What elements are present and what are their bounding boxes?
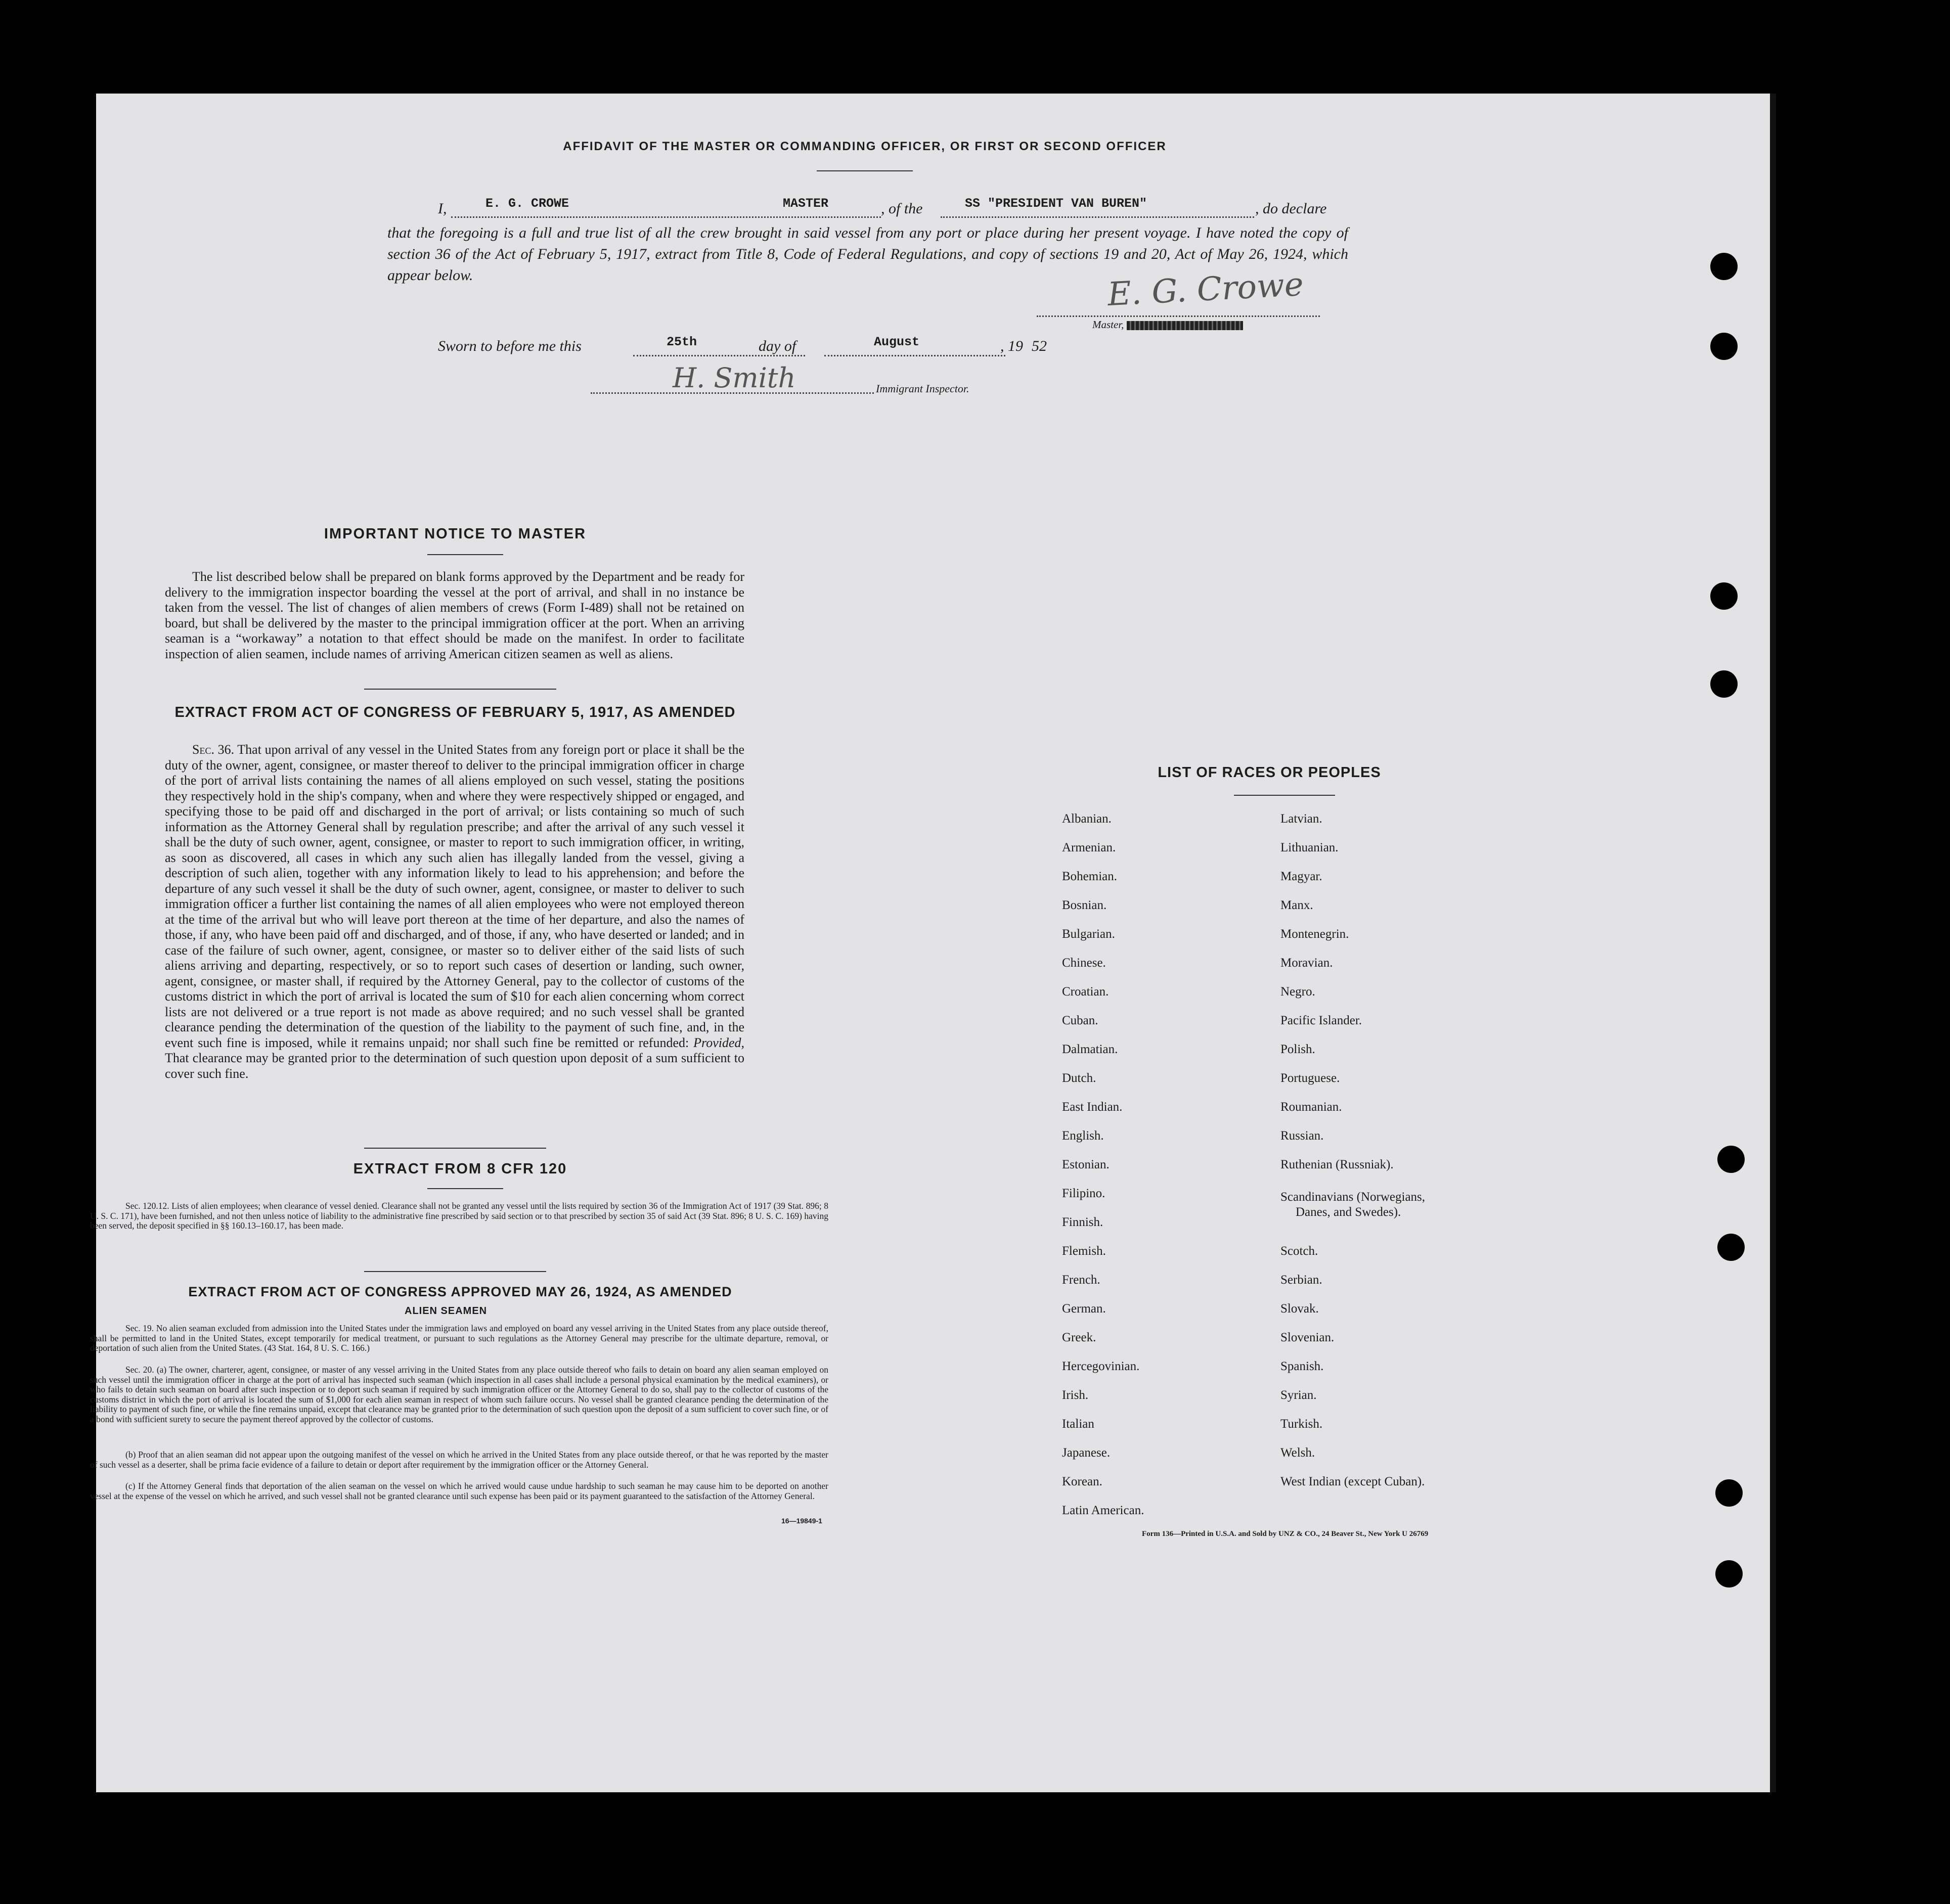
affidavit-title: AFFIDAVIT OF THE MASTER OR COMMANDING OFFICER, OR FIRST OR SECOND OFFICER — [563, 140, 1167, 153]
extract-1917-text — [165, 742, 744, 1081]
master-signature: E. G. Crowe — [1106, 265, 1305, 314]
race-item: Estonian. — [1062, 1158, 1110, 1171]
race-item: Filipino. — [1062, 1187, 1105, 1200]
race-item: Welsh. — [1280, 1446, 1315, 1460]
inspector-signature: H. Smith — [673, 362, 796, 394]
race-item: Syrian. — [1280, 1388, 1317, 1402]
race-item: Roumanian. — [1280, 1100, 1342, 1114]
year-prefix: , 19 — [1000, 338, 1023, 354]
race-item: Finnish. — [1062, 1215, 1103, 1229]
section-rule — [364, 689, 556, 690]
race-item: Scandinavians (Norwegians, — [1280, 1190, 1426, 1204]
race-item: Turkish. — [1280, 1417, 1323, 1431]
race-item: Manx. — [1280, 898, 1313, 912]
sworn-prefix: Sworn to before me this — [438, 338, 582, 354]
race-item: Bosnian. — [1062, 898, 1107, 912]
race-item: Russian. — [1280, 1129, 1324, 1143]
race-item: Spanish. — [1280, 1359, 1324, 1373]
race-item: Pacific Islander. — [1280, 1014, 1362, 1027]
of-the-label: , of the — [881, 200, 923, 217]
race-item: Serbian. — [1280, 1273, 1322, 1287]
race-item: Magyar. — [1280, 870, 1322, 883]
race-item: West Indian (except Cuban). — [1280, 1475, 1425, 1488]
sec-36-label: Sec. 36. — [192, 742, 235, 757]
race-item: East Indian. — [1062, 1100, 1123, 1114]
race-item: Japanese. — [1062, 1446, 1111, 1460]
extract-1924-title: EXTRACT FROM ACT OF CONGRESS APPROVED MAY 26, 1924, AS AMENDED — [188, 1284, 732, 1299]
race-item: Dalmatian. — [1062, 1042, 1118, 1056]
race-item: Korean. — [1062, 1475, 1102, 1488]
form-code: 16—19849-1 — [781, 1517, 822, 1525]
sec-20b-text: (b) Proof that an alien seaman did not appear upon the outgoing manifest of the vessel on which he arrived in the United States from any place outside thereof, or that he was reported by the master of such vessel as a deserter, shall be prima facie evidence of a failure to detain or deport after requirement by the immigration officer or the Attorney General. — [90, 1449, 828, 1470]
race-item: Flemish. — [1062, 1244, 1106, 1258]
race-item: Cuban. — [1062, 1014, 1098, 1027]
vessel-name: SS "PRESIDENT VAN BUREN" — [965, 196, 1147, 211]
sec-36-text: That upon arrival of any vessel in the United States from any foreign port or place it shall be the duty of the owner, agent, consignee, or master thereof to deliver to the principal immigration officer in charge of the port of arrival lists containing the names of all aliens employed on such vessel, stating the positions they respectively hold in the ship's company, when and where they were respectively shipped or engaged, and specifying those to be paid off and discharged in the port of arrival; or lists containing so much of such information as the Attorney General shall by regulation prescribe; and after the arrival of any such vessel it shall be the duty of such owner, agent, consignee, or master to report to such immigration officer, in writing, as soon as discovered, all cases in which any such alien has illegally landed from the vessel, giving a description of such alien, together with any information likely to lead to his apprehension; and before the departure of any such vessel it shall be the duty of such owner, agent, consignee, or master to deliver to such immigration officer a further list containing the names of all alien employees who were not employed thereon at the time of the arrival but who will leave port thereon at the time of her departure, and also the names of those, if any, who have been paid off and discharged, and of those, if any, who have deserted or landed; and in case of the failure of such owner, agent, consignee, or master so to deliver either of the said lists of such aliens arriving and departing, respectively, or so to report such cases of desertion or landing, such owner, agent, consignee, or master shall, if required by the Attorney General, pay to the collector of customs of the customs district in which the port of arrival is located the sum of $10 for each alien concerning whom correct lists are not delivered or a true report is not made as above required; and no such vessel shall be granted clearance pending the determination of the question of the liability to the payment of such fine, and, in the event such fine is imposed, while it remains unpaid; nor shall such fine be remitted or refunded: — [165, 742, 745, 1050]
notice-text: The list described below shall be prepared on blank forms approved by the Department and be ready for delivery to the immigration inspector boarding the vessel at the port of arrival, and shall in no instance be taken from the vessel. The list of changes of alien members of crews (Form I-489) shall not be retained on board, but shall be delivered by the master to the principal immigration officer at the port. When an arriving seaman is a “workaway” a notation to that effect should be made on the manifest. In order to facilitate inspection of alien seamen, include names of arriving American citizen seamen as well as aliens. — [165, 569, 744, 661]
punch-hole — [1710, 253, 1738, 280]
affidavit-body: that the foregoing is a full and true list of all the crew brought in said vessel from any port or place during her present voyage. I have noted the copy of section 36 of the Act of February 5, 1917, extract from Title 8, Code of Federal Regulations, and copy of sections 19 and 20, Act of May 26, 1924, which appear below. — [387, 224, 1348, 284]
punch-hole — [1710, 333, 1738, 360]
provided-label: Provided, — [693, 1035, 744, 1050]
sec-36-proviso: That clearance may be granted prior to the determination of such question upon deposit of a sum sufficient to cover such fine. — [165, 1051, 744, 1081]
inspector-caption: Immigrant Inspector. — [876, 382, 969, 395]
race-item: Latvian. — [1280, 812, 1322, 826]
affidavit-lead: I, — [438, 200, 447, 217]
section-rule — [364, 1271, 546, 1272]
punch-hole — [1710, 582, 1738, 610]
notice-title: IMPORTANT NOTICE TO MASTER — [324, 526, 587, 542]
cfr-text: Sec. 120.12. Lists of alien employees; when clearance of vessel denied. Clearance shall not be granted any vessel until the lists required by section 36 of the Immigration Act of 1917 (39 Stat. 896; 8 U. S. C. 171), have been furnished, and not then unless notice of liability to the administrative fine prescribed by said section or to that prescribed by section 35 of said Act (39 Stat. 896; 8 U. S. C. 169) having been served, the deposit specified in §§ 160.13–160.17, has been made. — [90, 1201, 828, 1231]
race-item: Ruthenian (Russniak). — [1280, 1158, 1394, 1171]
officer-name: E. G. CROWE — [485, 196, 569, 211]
race-item: Montenegrin. — [1280, 927, 1349, 941]
form-footer: Form 136—Printed in U.S.A. and Sold by UNZ & CO., 24 Beaver St., New York U 26769 — [1142, 1530, 1429, 1538]
race-item: Latin American. — [1062, 1504, 1144, 1517]
race-item: Bohemian. — [1062, 870, 1118, 883]
sec-20c-text: (c) If the Attorney General finds that deportation of the alien seaman on the vessel on which he arrived would cause undue hardship to such seaman he may cause him to be deported on another vessel at the expense of the vessel on which he arrived, and such vessel shall not be granted clearance until such expense has been paid or its payment guaranteed to the satisfaction of the Attorney General. — [90, 1481, 828, 1501]
race-item: Chinese. — [1062, 956, 1106, 970]
race-item: Irish. — [1062, 1388, 1089, 1402]
punch-hole — [1715, 1479, 1743, 1507]
punch-hole — [1717, 1146, 1745, 1173]
race-item: Danes, and Swedes). — [1296, 1205, 1401, 1219]
race-item: German. — [1062, 1302, 1106, 1316]
punch-hole — [1710, 670, 1738, 698]
race-item: Moravian. — [1280, 956, 1333, 970]
race-item: Slovenian. — [1280, 1331, 1335, 1344]
year-suffix: 52 — [1032, 338, 1047, 354]
race-item: Scotch. — [1280, 1244, 1318, 1258]
race-item: Greek. — [1062, 1331, 1096, 1344]
sworn-month: August — [874, 335, 920, 349]
fill-line — [633, 355, 805, 356]
race-item: Portuguese. — [1280, 1071, 1340, 1085]
races-rule — [1234, 795, 1335, 796]
cfr-rule — [427, 1188, 503, 1189]
sec-20a-text: Sec. 20. (a) The owner, charterer, agent, consignee, or master of any vessel arriving in the United States from any place outside thereof who fails to detain on board any alien seaman employed on such vessel until the immigration officer in charge at the port of arrival has inspected such seaman (which inspection in all cases shall include a personal physical examination by the medical examiners), or who fails to detain such seaman on board after such inspection or to deport such seaman if required by such immigration officer or the Attorney General to do so, shall pay to the collector of customs of the customs district in which the port of arrival is located the sum of $1,000 for each alien seaman in respect of whom such failure occurs. No vessel shall be granted clearance pending the determination of the liability to payment of such fine, or while the fine remains unpaid, except that clearance may be granted prior to the determination of such question upon the deposit of a sum sufficient to cover such fine, or of a bond with sufficient surety to secure the payment thereof approved by the collector of customs. — [90, 1365, 828, 1424]
day-of-label: day of — [759, 338, 796, 354]
race-item: Italian — [1062, 1417, 1094, 1431]
master-caption — [1092, 319, 1243, 331]
fill-line — [941, 216, 1254, 218]
race-item: English. — [1062, 1129, 1104, 1143]
race-item: French. — [1062, 1273, 1100, 1287]
notice-rule — [427, 554, 503, 555]
race-item: Negro. — [1280, 985, 1315, 999]
page-edge — [1770, 94, 1776, 1792]
fill-line — [824, 355, 1005, 356]
race-item: Croatian. — [1062, 985, 1109, 999]
race-item: Hercegovinian. — [1062, 1359, 1140, 1373]
race-item: Lithuanian. — [1280, 841, 1339, 854]
master-caption-label: Master, — [1092, 319, 1124, 331]
do-declare-label: , do declare — [1255, 200, 1327, 217]
race-item: Slovak. — [1280, 1302, 1319, 1316]
signature-line — [1037, 315, 1320, 317]
sec-19-text: Sec. 19. No alien seaman excluded from admission into the United States under the immigration laws and employed on board any vessel arriving in the United States from any place outside thereof, shall be permitted to land in the United States, except temporarily for medical treatment, or pursuant to such regulations as the Attorney General may prescribe for the ultimate departure, removal, or deportation of such alien from the United States. (43 Stat. 164, 8 U. S. C. 166.) — [90, 1323, 828, 1353]
fill-line — [451, 216, 881, 218]
race-item: Albanian. — [1062, 812, 1112, 826]
race-item: Bulgarian. — [1062, 927, 1115, 941]
race-item: Polish. — [1280, 1042, 1315, 1056]
officer-rank: MASTER — [783, 196, 829, 211]
race-item: Armenian. — [1062, 841, 1116, 854]
race-item: Dutch. — [1062, 1071, 1096, 1085]
extract-1924-subtitle: ALIEN SEAMEN — [405, 1305, 488, 1317]
extract-1917-title: EXTRACT FROM ACT OF CONGRESS OF FEBRUARY 5, 1917, AS AMENDED — [174, 704, 736, 720]
title-rule — [817, 170, 913, 171]
redacted-titles — [1127, 321, 1243, 330]
section-rule — [364, 1148, 546, 1149]
punch-hole — [1717, 1234, 1745, 1261]
races-title: LIST OF RACES OR PEOPLES — [1158, 764, 1381, 781]
sworn-day: 25th — [667, 335, 697, 349]
cfr-title: EXTRACT FROM 8 CFR 120 — [353, 1161, 567, 1177]
punch-hole — [1715, 1560, 1743, 1588]
